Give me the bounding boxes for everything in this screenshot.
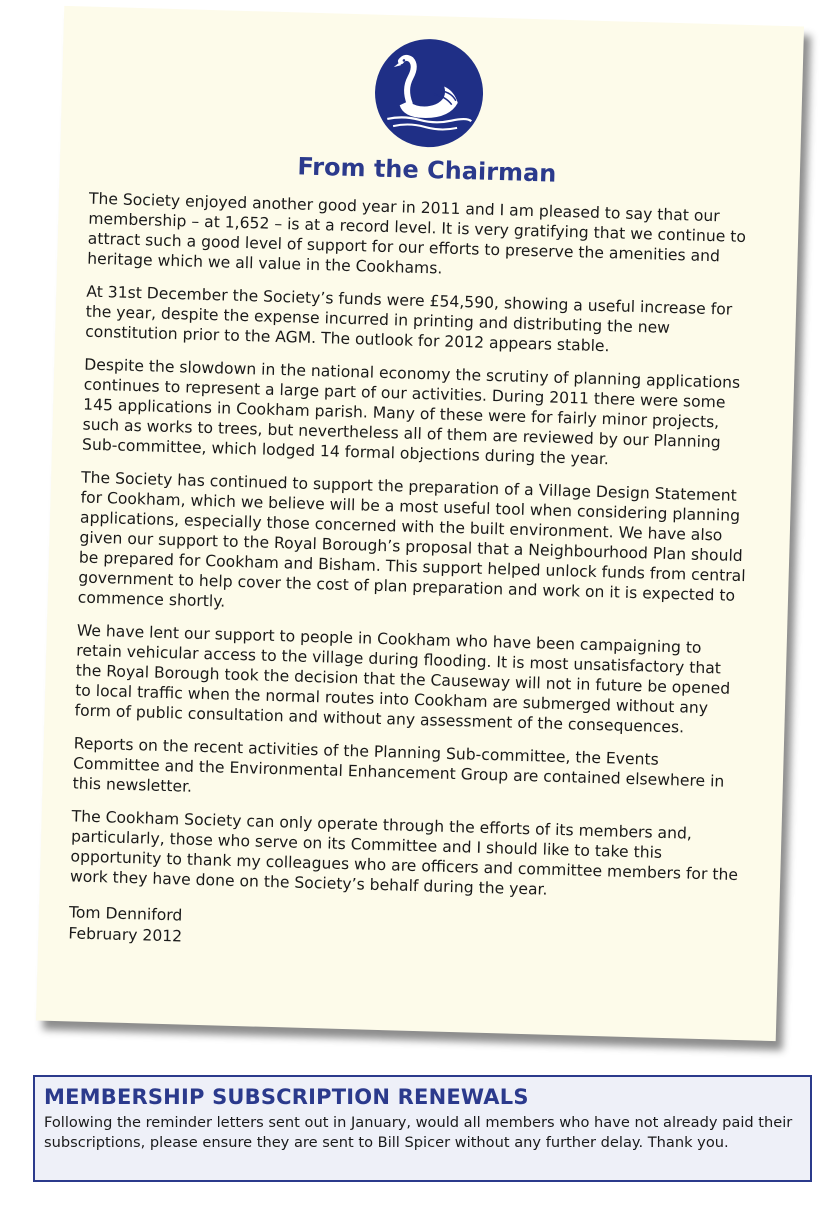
article-title: From the Chairman bbox=[297, 152, 557, 188]
membership-renewals-box bbox=[33, 1075, 812, 1182]
article-paragraph: We have lent our support to people in Cookham who have been campaigning to retain vehicular access to the village during flooding. It is most unsatisfactory that the Royal Borough took the decision that the Causeway will not in future be opened to local traffic when the normal routes into Cookham are submerged without any form of public consultation and without any assessment of the consequences. bbox=[74, 621, 731, 737]
article-paragraph: Reports on the recent activities of the Planning Sub-committee, the Events Committee and the Environmental Enhancement Group are contained elsewhere in this newsletter. bbox=[72, 734, 725, 796]
article-paragraph: At 31st December the Society’s funds were £54,590, showing a useful increase for the year, despite the expense incurred in printing and distributing the new constitution prior to the AGM. The outlook for 2012 appears stable. bbox=[84, 282, 733, 356]
article-paragraph: The Cookham Society can only operate through the efforts of its members and, particularly, those who serve on its Committee and I should like to take this opportunity to thank my colleagues who are officers and committee members for the work they have done on the Society’s behalf during the year. bbox=[69, 807, 739, 899]
chairman-letter-paper bbox=[36, 6, 804, 1041]
chairman-letter-sheet bbox=[36, 6, 804, 1041]
signature-block bbox=[68, 902, 743, 963]
membership-heading: MEMBERSHIP SUBSCRIPTION RENEWALS bbox=[44, 1085, 529, 1109]
swan-logo-icon bbox=[373, 37, 486, 150]
signature-name: Tom Denniford bbox=[68, 903, 183, 925]
article-paragraph: Despite the slowdown in the national economy the scrutiny of planning applications continues to represent a large part of our activities. During 2011 there were some 145 applications in Cookham parish. Many of these were for fairly minor projects, such as works to trees, but nevertheless all of them are reviewed by our Planning Sub-committee, which lodged 14 formal objections during the year. bbox=[81, 355, 741, 469]
signature-date: February 2012 bbox=[68, 924, 183, 946]
article-paragraph: The Society enjoyed another good year in 2011 and I am pleased to say that our membership – at 1,652 – is at a record level. It is very gratifying that we continue to attract such a good level of support for our efforts to preserve the amenities and heritage which we all value in the Cookhams. bbox=[87, 189, 747, 278]
membership-text: Following the reminder letters sent out in January, would all members who have not already paid their subscriptions, please ensure they are sent to Bill Spicer without any further delay. Thank you. bbox=[44, 1114, 793, 1151]
article-paragraph: The Society has continued to support the preparation of a Village Design Statement for Cookham, which we believe will be a most useful tool when considering planning applications, especially those concerned with the built environment. We have also given our support to the Royal Borough’s proposal that a Neighbourhood Plan should be prepared for Cookham and Bisham. This support helped unlock funds from central government to help cover the cost of plan preparation and work on it is expected to commence shortly. bbox=[77, 468, 746, 611]
article-body bbox=[70, 189, 763, 906]
